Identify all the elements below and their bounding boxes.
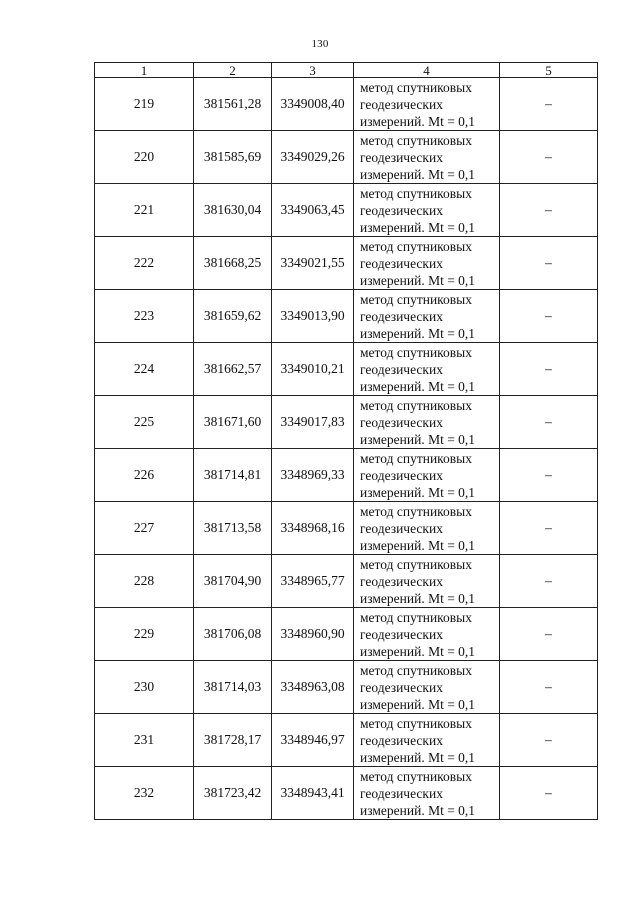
table-row xyxy=(95,661,598,714)
y-coordinate-cell: 3348946,97 xyxy=(272,714,354,767)
method-line-3: измерений. Mt = 0,1 xyxy=(360,802,476,818)
method-line-2: геодезических xyxy=(360,626,443,642)
note-cell: – xyxy=(500,237,598,290)
note-cell: – xyxy=(500,555,598,608)
method-line-1: метод спутниковых xyxy=(360,768,472,784)
table-body xyxy=(95,78,598,820)
method-line-2: геодезических xyxy=(360,414,443,430)
method-line-3: измерений. Mt = 0,1 xyxy=(360,431,476,447)
y-coordinate-cell: 3348969,33 xyxy=(272,449,354,502)
y-coordinate-cell: 3349017,83 xyxy=(272,396,354,449)
point-number-cell: 220 xyxy=(95,131,194,184)
method-line-3: измерений. Mt = 0,1 xyxy=(360,484,476,500)
method-line-3: измерений. Mt = 0,1 xyxy=(360,643,476,659)
method-line-1: метод спутниковых xyxy=(360,450,472,466)
method-cell xyxy=(354,184,500,237)
table-row xyxy=(95,396,598,449)
x-coordinate-cell: 381713,58 xyxy=(194,502,272,555)
note-cell: – xyxy=(500,290,598,343)
coordinates-table xyxy=(94,62,598,820)
point-number-cell: 227 xyxy=(95,502,194,555)
note-cell: – xyxy=(500,608,598,661)
y-coordinate-cell: 3349021,55 xyxy=(272,237,354,290)
table-row xyxy=(95,608,598,661)
method-cell xyxy=(354,290,500,343)
method-line-2: геодезических xyxy=(360,202,443,218)
method-line-3: измерений. Mt = 0,1 xyxy=(360,749,476,765)
note-cell: – xyxy=(500,131,598,184)
point-number-cell: 229 xyxy=(95,608,194,661)
method-line-3: измерений. Mt = 0,1 xyxy=(360,219,476,235)
note-cell: – xyxy=(500,184,598,237)
method-line-3: измерений. Mt = 0,1 xyxy=(360,537,476,553)
note-cell: – xyxy=(500,767,598,820)
x-coordinate-cell: 381728,17 xyxy=(194,714,272,767)
method-cell xyxy=(354,78,500,131)
x-coordinate-cell: 381706,08 xyxy=(194,608,272,661)
page-number: 130 xyxy=(311,38,329,50)
table-row xyxy=(95,78,598,131)
method-cell xyxy=(354,449,500,502)
method-cell xyxy=(354,237,500,290)
method-line-2: геодезических xyxy=(360,361,443,377)
y-coordinate-cell: 3349029,26 xyxy=(272,131,354,184)
y-coordinate-cell: 3348963,08 xyxy=(272,661,354,714)
table-row xyxy=(95,555,598,608)
method-cell xyxy=(354,661,500,714)
y-coordinate-cell: 3348960,90 xyxy=(272,608,354,661)
method-line-3: измерений. Mt = 0,1 xyxy=(360,325,476,341)
point-number-cell: 219 xyxy=(95,78,194,131)
x-coordinate-cell: 381585,69 xyxy=(194,131,272,184)
note-cell: – xyxy=(500,449,598,502)
x-coordinate-cell: 381723,42 xyxy=(194,767,272,820)
y-coordinate-cell: 3349008,40 xyxy=(272,78,354,131)
method-line-3: измерений. Mt = 0,1 xyxy=(360,272,476,288)
y-coordinate-cell: 3348943,41 xyxy=(272,767,354,820)
method-line-3: измерений. Mt = 0,1 xyxy=(360,113,476,129)
note-cell: – xyxy=(500,396,598,449)
method-line-1: метод спутниковых xyxy=(360,662,472,678)
method-line-3: измерений. Mt = 0,1 xyxy=(360,696,476,712)
table-row xyxy=(95,237,598,290)
table-row xyxy=(95,184,598,237)
x-coordinate-cell: 381668,25 xyxy=(194,237,272,290)
x-coordinate-cell: 381630,04 xyxy=(194,184,272,237)
column-header-1: 1 xyxy=(95,63,194,78)
method-line-2: геодезических xyxy=(360,255,443,271)
point-number-cell: 231 xyxy=(95,714,194,767)
point-number-cell: 221 xyxy=(95,184,194,237)
x-coordinate-cell: 381704,90 xyxy=(194,555,272,608)
method-line-1: метод спутниковых xyxy=(360,344,472,360)
point-number-cell: 223 xyxy=(95,290,194,343)
method-line-2: геодезических xyxy=(360,96,443,112)
method-cell xyxy=(354,555,500,608)
y-coordinate-cell: 3349010,21 xyxy=(272,343,354,396)
method-line-2: геодезических xyxy=(360,467,443,483)
table-header-row xyxy=(95,63,598,78)
x-coordinate-cell: 381561,28 xyxy=(194,78,272,131)
method-cell xyxy=(354,343,500,396)
point-number-cell: 232 xyxy=(95,767,194,820)
note-cell: – xyxy=(500,714,598,767)
point-number-cell: 226 xyxy=(95,449,194,502)
table-row xyxy=(95,502,598,555)
point-number-cell: 222 xyxy=(95,237,194,290)
method-line-2: геодезических xyxy=(360,785,443,801)
method-cell xyxy=(354,608,500,661)
table-row xyxy=(95,343,598,396)
y-coordinate-cell: 3348965,77 xyxy=(272,555,354,608)
note-cell: – xyxy=(500,343,598,396)
method-line-1: метод спутниковых xyxy=(360,503,472,519)
y-coordinate-cell: 3349013,90 xyxy=(272,290,354,343)
column-header-4: 4 xyxy=(354,63,500,78)
column-header-3: 3 xyxy=(272,63,354,78)
x-coordinate-cell: 381714,03 xyxy=(194,661,272,714)
method-line-2: геодезических xyxy=(360,520,443,536)
method-cell xyxy=(354,767,500,820)
note-cell: – xyxy=(500,78,598,131)
table-row xyxy=(95,767,598,820)
column-header-5: 5 xyxy=(500,63,598,78)
method-line-2: геодезических xyxy=(360,679,443,695)
method-line-3: измерений. Mt = 0,1 xyxy=(360,378,476,394)
x-coordinate-cell: 381671,60 xyxy=(194,396,272,449)
method-line-1: метод спутниковых xyxy=(360,715,472,731)
point-number-cell: 224 xyxy=(95,343,194,396)
point-number-cell: 225 xyxy=(95,396,194,449)
note-cell: – xyxy=(500,502,598,555)
method-line-1: метод спутниковых xyxy=(360,556,472,572)
method-line-1: метод спутниковых xyxy=(360,291,472,307)
method-cell xyxy=(354,131,500,184)
note-cell: – xyxy=(500,661,598,714)
method-line-2: геодезических xyxy=(360,573,443,589)
method-line-1: метод спутниковых xyxy=(360,238,472,254)
y-coordinate-cell: 3348968,16 xyxy=(272,502,354,555)
column-header-2: 2 xyxy=(194,63,272,78)
x-coordinate-cell: 381662,57 xyxy=(194,343,272,396)
point-number-cell: 230 xyxy=(95,661,194,714)
method-line-2: геодезических xyxy=(360,308,443,324)
method-line-1: метод спутниковых xyxy=(360,132,472,148)
point-number-cell: 228 xyxy=(95,555,194,608)
method-cell xyxy=(354,502,500,555)
method-line-2: геодезических xyxy=(360,732,443,748)
method-line-3: измерений. Mt = 0,1 xyxy=(360,166,476,182)
table-row xyxy=(95,449,598,502)
y-coordinate-cell: 3349063,45 xyxy=(272,184,354,237)
method-cell xyxy=(354,714,500,767)
table-row xyxy=(95,290,598,343)
method-line-2: геодезических xyxy=(360,149,443,165)
method-line-1: метод спутниковых xyxy=(360,397,472,413)
table-row xyxy=(95,131,598,184)
x-coordinate-cell: 381714,81 xyxy=(194,449,272,502)
method-line-1: метод спутниковых xyxy=(360,609,472,625)
method-line-1: метод спутниковых xyxy=(360,185,472,201)
table-row xyxy=(95,714,598,767)
method-line-3: измерений. Mt = 0,1 xyxy=(360,590,476,606)
method-cell xyxy=(354,396,500,449)
method-line-1: метод спутниковых xyxy=(360,79,472,95)
x-coordinate-cell: 381659,62 xyxy=(194,290,272,343)
